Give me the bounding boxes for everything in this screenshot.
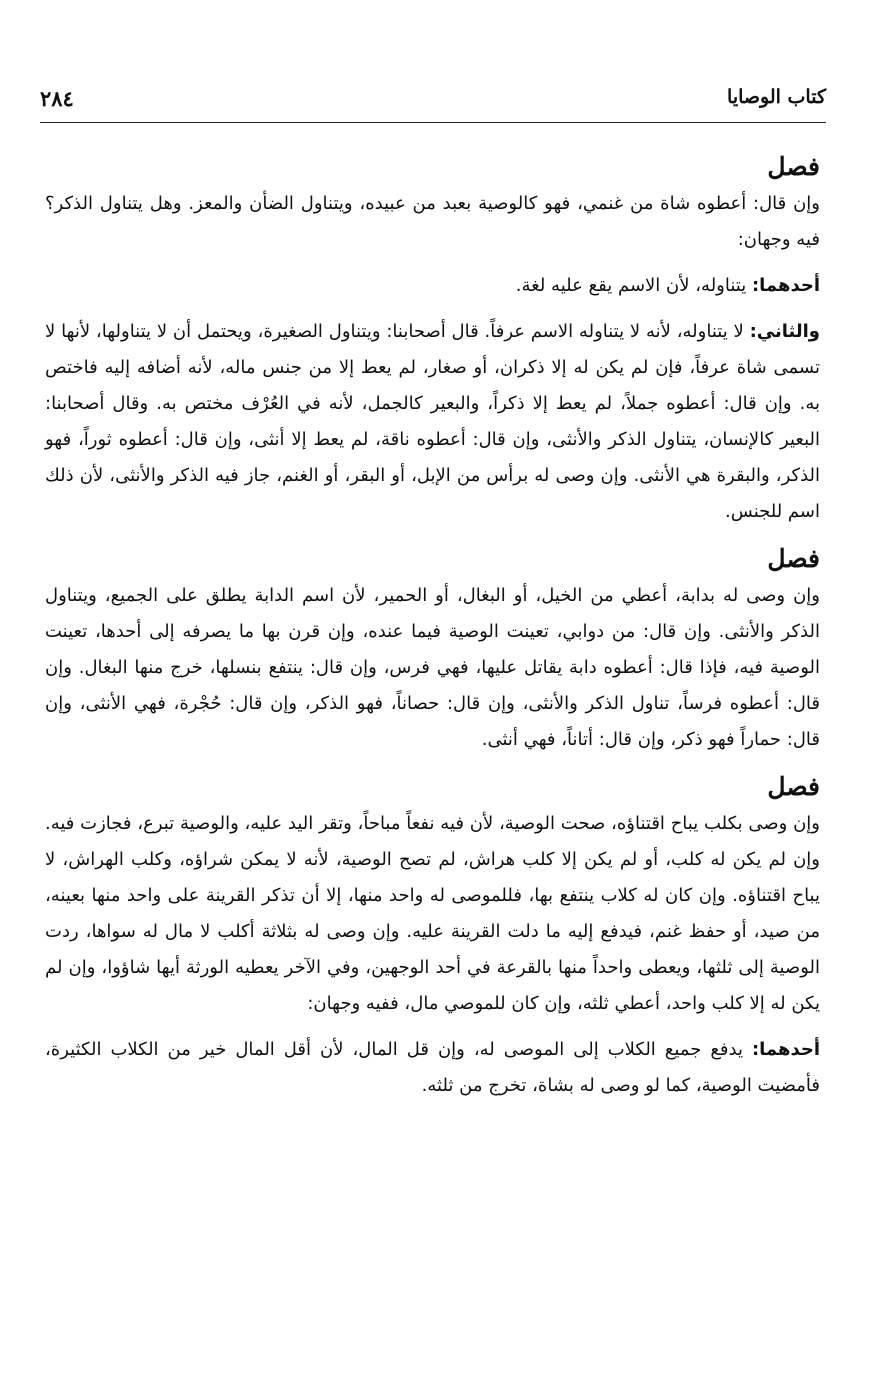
section-mount-bequest: [45, 540, 820, 758]
paragraph-text: وإن وصى له بدابة، أعطي من الخيل، أو البغال، أو الحمير، لأن اسم الدابة يطلق على الجميع، ويتناول الذكر والأنثى. وإن قال: من دوابي، تعينت الوصية فيما عنده، وإن قرن بها ما يصرفه إلى أحدها، تعينت الوصية فيه، فإذا قال: أعطوه دابة يقاتل عليها، فهي فرس، وإن قال: ينتفع بنسلها، خرج منها البغال. وإن قال: أعطوه فرساً، تناول الذكر والأنثى، وإن قال: حصاناً، فهو الذكر، وإن قال: حُجْرة، فهي الأنثى، وإن قال: حماراً فهو ذكر، وإن قال: أتاناً، فهي أنثى.: [45, 585, 820, 750]
paragraph-lead: أحدهما:: [751, 1039, 820, 1060]
section-dog-bequest: [45, 768, 820, 1104]
section-goat-bequest: [45, 148, 820, 530]
paragraph-text: لا يتناوله، لأنه لا يتناوله الاسم عرفاً. قال أصحابنا: ويتناول الصغيرة، ويحتمل أن لا يتناولها، لأنها لا تسمى شاة عرفاً، فإن لم يكن له إلا ذكران، أو صغار، لم يعط إلا من جنس ماله، لأنه أضافه إليه فاختص به. وإن قال: أعطوه جملاً، لم يعط إلا ذكراً، والبعير كالجمل، لأنه في العُرْف مختص به. وقال أصحابنا: البعير كالإنسان، يتناول الذكر والأنثى، وإن قال: أعطوه ناقة، لم يعط إلا أنثى، وإن قال: أعطوه ثوراً، فهو الذكر، والبقرة هي الأنثى. وإن وصى له برأس من الإبل، أو البقر، أو الغنم، جاز فيه الذكر والأنثى، لأن ذلك اسم للجنس.: [45, 321, 820, 522]
section-title: فصل: [767, 152, 820, 181]
book-title: كتاب الوصايا: [727, 86, 826, 108]
page-body: [45, 148, 820, 1114]
paragraph: [45, 806, 820, 1022]
paragraph-text: يدفع جميع الكلاب إلى الموصى له، وإن قل المال، لأن أقل المال خير من الكلاب الكثيرة، فأمضيت الوصية، كما لو وصى له بشاة، تخرج من ثلثه.: [45, 1039, 820, 1096]
paragraph: [45, 314, 820, 530]
page-header: [40, 84, 826, 123]
paragraph-lead: والثاني:: [749, 321, 820, 342]
paragraph-lead: أحدهما:: [751, 275, 820, 296]
paragraph: [45, 578, 820, 758]
section-title: فصل: [767, 544, 820, 573]
paragraph: [45, 268, 820, 304]
paragraph: [45, 186, 820, 258]
paragraph-text: وإن قال: أعطوه شاة من غنمي، فهو كالوصية بعبد من عبيده، ويتناول الضأن والمعز. وهل يتناول الذكر؟ فيه وجهان:: [45, 193, 820, 250]
section-title: فصل: [767, 772, 820, 801]
paragraph-text: يتناوله، لأن الاسم يقع عليه لغة.: [515, 275, 752, 296]
paragraph: [45, 1032, 820, 1104]
paragraph-text: وإن وصى بكلب يباح اقتناؤه، صحت الوصية، لأن فيه نفعاً مباحاً، وتقر اليد عليه، والوصية تبرع، فجازت فيه. وإن لم يكن له كلب، أو لم يكن إلا كلب هراش، لم تصح الوصية، لأنه لا يمكن شراؤه، وكلب الهراش، لا يباح اقتناؤه. وإن كان له كلاب ينتفع بها، فللموصى له واحد منها، إلا أن تذكر القرينة على واحد منها بعينه، من صيد، أو حفظ غنم، فيدفع إليه ما دلت القرينة عليه. وإن وصى له بثلاثة أكلب لا مال له سواها، ردت الوصية إلى ثلثها، ويعطى واحداً منها بالقرعة في أحد الوجهين، وفي الآخر يعطيه الورثة أيها شاؤوا، وإن لم يكن له إلا كلب واحد، أعطي ثلثه، وإن كان للموصي مال، ففيه وجهان:: [45, 813, 820, 1014]
page-number: ٢٨٤: [40, 86, 74, 111]
